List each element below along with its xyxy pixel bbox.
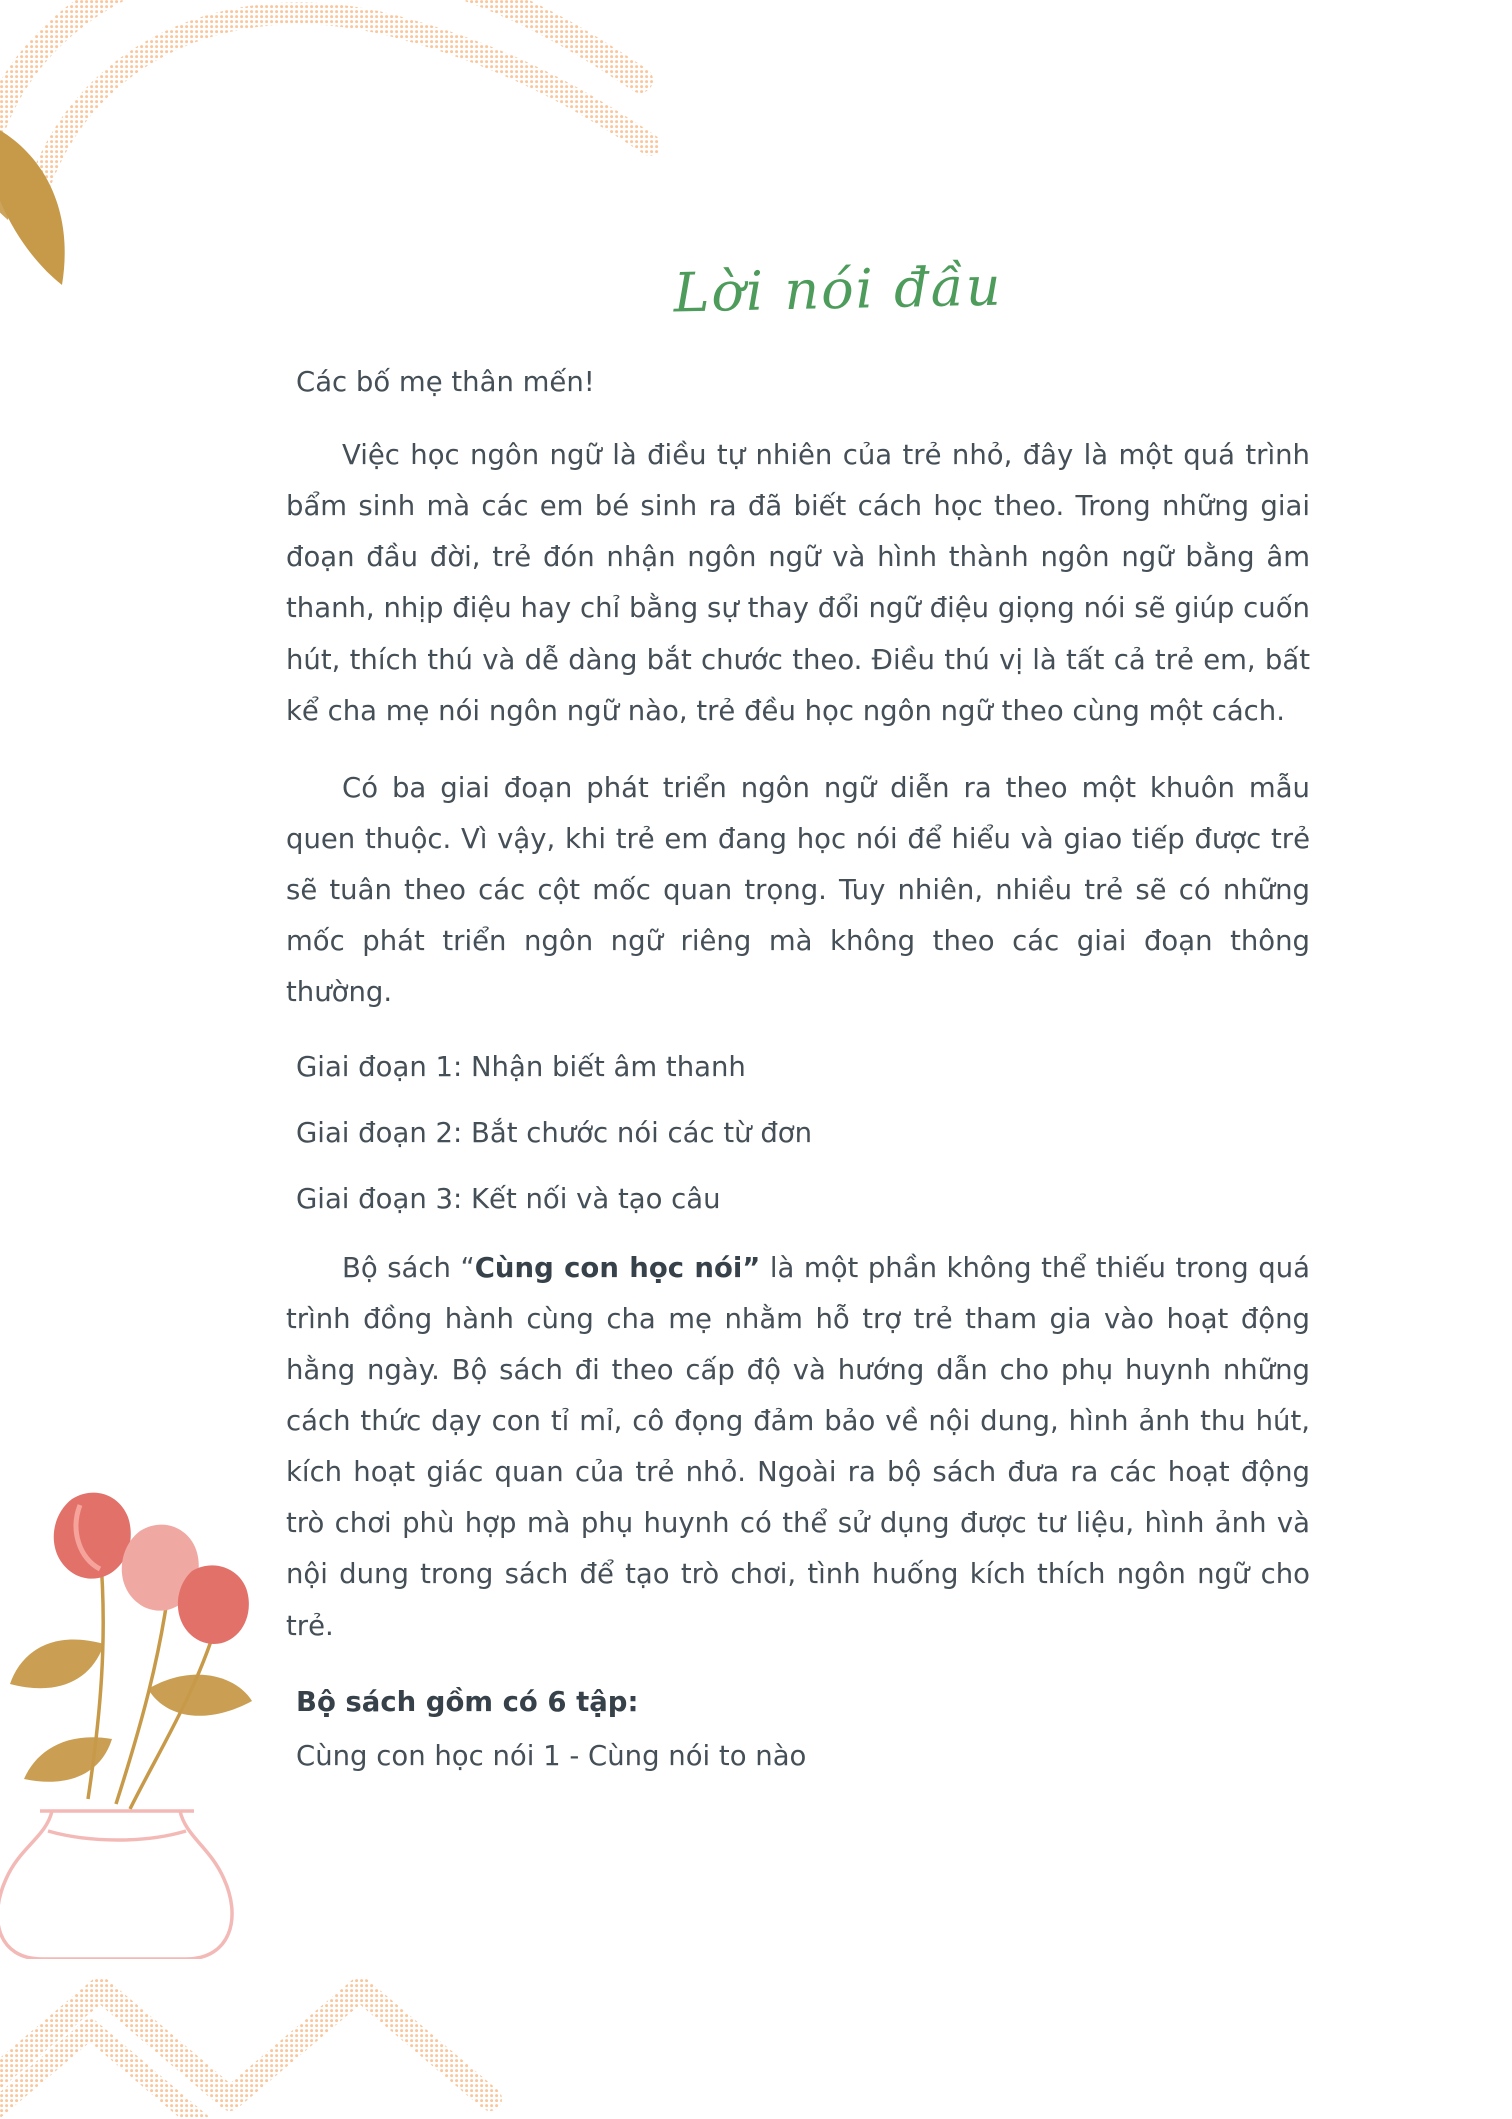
peach-dotted-zigzag-icon (0, 1949, 620, 2119)
peach-dotted-arcs-icon (0, 0, 660, 230)
greeting-line: Các bố mẹ thân mến! (296, 366, 595, 398)
paragraph-book-series (286, 1243, 1310, 1652)
stage-item-2: Giai đoạn 2: Bắt chước nói các từ đơn (296, 1116, 813, 1149)
document-body (286, 360, 1310, 1786)
volume-item-1: Cùng con học nói 1 - Cùng nói to nào (296, 1739, 807, 1772)
stage-item-3: Giai đoạn 3: Kết nối và tạo câu (296, 1182, 721, 1215)
series-text-before: Bộ sách “ (342, 1251, 475, 1284)
stage-item-1: Giai đoạn 1: Nhận biết âm thanh (296, 1050, 746, 1083)
collection-heading: Bộ sách gồm có 6 tập: (296, 1685, 639, 1718)
paragraph-three-stages: Có ba giai đoạn phát triển ngôn ngữ diễn ra theo một khuôn mẫu quen thuộc. Vì vậy, khi trẻ em đang học nói để hiểu và giao tiếp được trẻ sẽ tuân theo các cột mốc quan trọng. Tuy nhiên, nhiều trẻ sẽ có những mốc phát triển ngôn ngữ riêng mà không theo các giai đoạn thông thường. (286, 771, 1310, 1009)
series-text-after: là một phần không thể thiếu trong quá trình đồng hành cùng cha mẹ nhằm hỗ trợ trẻ tham gia vào hoạt động hằng ngày. Bộ sách đi theo cấp độ và hướng dẫn cho phụ huynh những cách thức dạy con tỉ mỉ, cô đọng đảm bảo về nội dung, hình ảnh thu hút, kích hoạt giác quan của trẻ nhỏ. Ngoài ra bộ sách đưa ra các hoạt động trò chơi phù hợp mà phụ huynh có thể sử dụng được tư liệu, hình ảnh và nội dung trong sách để tạo trò chơi, tình huống kích thích ngôn ngữ cho trẻ. (286, 1251, 1310, 1642)
series-title-bold: Cùng con học nói” (474, 1251, 761, 1284)
page-title: Lời nói đầu (672, 254, 1004, 325)
paragraph-language-learning: Việc học ngôn ngữ là điều tự nhiên của trẻ nhỏ, đây là một quá trình bẩm sinh mà các em bé sinh ra đã biết cách học theo. Trong những giai đoạn đầu đời, trẻ đón nhận ngôn ngữ và hình thành ngôn ngữ bằng âm thanh, nhịp điệu hay chỉ bằng sự thay đổi ngữ điệu giọng nói sẽ giúp cuốn hút, thích thú và dễ dàng bắt chước theo. Điều thú vị là tất cả trẻ em, bất kể cha mẹ nói ngôn ngữ nào, trẻ đều học ngôn ngữ theo cùng một cách. (286, 439, 1310, 727)
